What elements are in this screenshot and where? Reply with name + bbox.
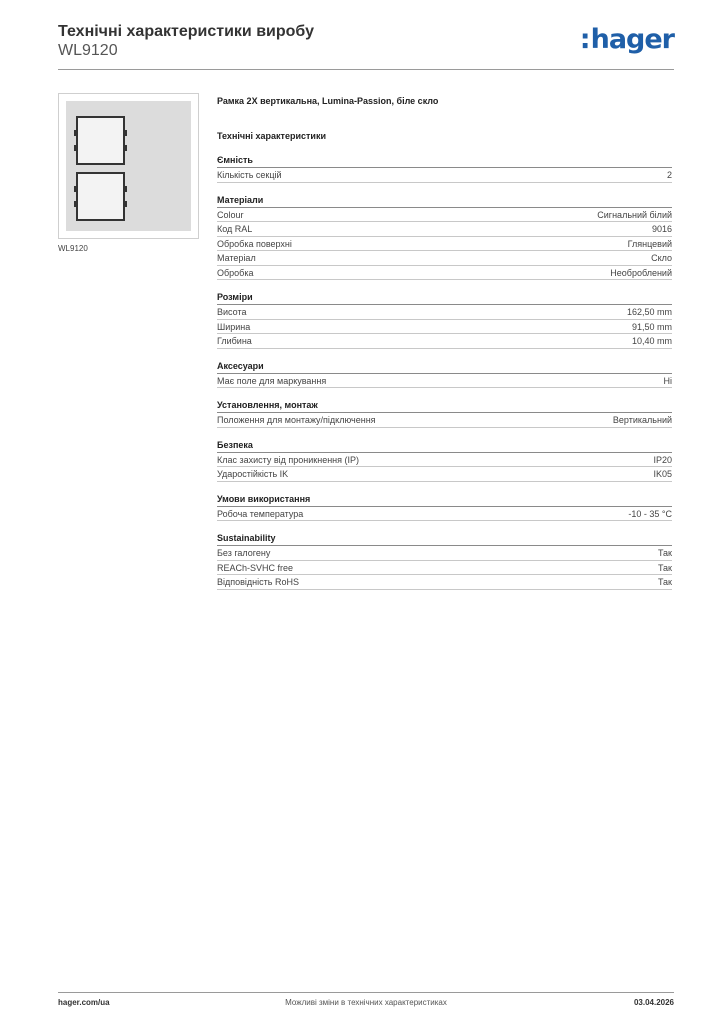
spec-value: Глянцевий [627, 238, 672, 249]
spec-value: IK05 [653, 469, 672, 479]
section-title: Установлення, монтаж [217, 398, 672, 413]
section-title: Розміри [217, 290, 672, 305]
spec-label: Клас захисту від проникнення (IP) [217, 454, 360, 465]
spec-sections [217, 153, 672, 590]
spec-value: Так [657, 548, 672, 558]
spec-label: Обробка [217, 267, 254, 278]
spec-value: Вертикальний [612, 415, 672, 425]
spec-label: Кількість секцій [217, 170, 282, 180]
spec-value: Так [657, 577, 672, 587]
spec-label: REACh-SVHC free [217, 562, 294, 573]
section-title: Умови використання [217, 492, 672, 507]
frame-opening-top [76, 116, 125, 165]
spec-heading: Технічні характеристики [217, 131, 326, 141]
spec-label: Висота [217, 307, 247, 317]
product-code: WL9120 [58, 42, 118, 59]
spec-label: Положення для монтажу/підключення [217, 415, 376, 425]
footer-website: hager.com/ua [58, 998, 110, 1007]
spec-label: Без галогену [217, 548, 271, 558]
spec-value: -10 - 35 °C [628, 508, 672, 519]
spec-value: 9016 [651, 224, 672, 234]
product-name: Рамка 2X вертикальна, Lumina-Passion, біле скло [217, 96, 439, 106]
spec-row [217, 507, 672, 522]
header-divider [58, 69, 674, 70]
spec-label: Код RAL [217, 224, 253, 234]
logo-text: hager [590, 24, 674, 55]
spec-value: Так [657, 562, 672, 573]
spec-section [217, 359, 672, 389]
section-title: Ємність [217, 153, 672, 168]
logo-mark-icon: : [579, 24, 591, 55]
spec-label: Має поле для маркування [217, 375, 327, 386]
spec-section [217, 438, 672, 482]
hager-logo [580, 24, 674, 55]
section-title: Sustainability [217, 531, 672, 546]
double-frame-icon [66, 101, 191, 231]
spec-label: Відповідність RoHS [217, 577, 299, 587]
section-title: Матеріали [217, 193, 672, 208]
spec-label: Ударостійкість IK [217, 469, 289, 479]
spec-label: Робоча температура [217, 508, 304, 519]
spec-row [217, 208, 672, 223]
spec-value: IP20 [653, 454, 672, 465]
spec-value: 91,50 mm [631, 321, 672, 332]
spec-section [217, 398, 672, 428]
footer-note: Можливі зміни в технічних характеристиках [285, 998, 447, 1007]
spec-table [217, 94, 672, 590]
spec-value: Сигнальний білий [597, 209, 672, 220]
image-caption: WL9120 [58, 244, 88, 253]
spec-section [217, 492, 672, 522]
page-header [58, 22, 674, 61]
spec-row [217, 374, 672, 389]
spec-value: Ні [663, 375, 672, 386]
footer-divider [58, 992, 674, 993]
page-title: Технічні характеристики виробу [58, 23, 314, 40]
spec-section [217, 531, 672, 590]
spec-value: 2 [666, 170, 672, 180]
spec-row [217, 561, 672, 576]
spec-label: Матеріал [217, 253, 256, 263]
spec-row [217, 334, 672, 349]
product-image [58, 93, 199, 239]
frame-opening-bottom [76, 172, 125, 221]
spec-section [217, 290, 672, 349]
spec-row [217, 467, 672, 482]
spec-row [217, 546, 672, 561]
spec-label: Обробка поверхні [217, 238, 292, 249]
spec-label: Colour [217, 209, 244, 220]
spec-label: Глибина [217, 336, 252, 346]
spec-label: Ширина [217, 321, 251, 332]
spec-value: 162,50 mm [626, 307, 672, 317]
spec-row [217, 453, 672, 468]
spec-row [217, 266, 672, 281]
spec-row [217, 168, 672, 183]
spec-row [217, 251, 672, 266]
spec-row [217, 413, 672, 428]
section-title: Аксесуари [217, 359, 672, 374]
spec-value: Необроблений [610, 267, 672, 278]
section-title: Безпека [217, 438, 672, 453]
spec-row [217, 320, 672, 335]
spec-value: 10,40 mm [631, 336, 672, 346]
spec-section [217, 193, 672, 281]
spec-section [217, 153, 672, 183]
spec-row [217, 575, 672, 590]
spec-value: Скло [651, 253, 672, 263]
spec-row [217, 237, 672, 252]
spec-row [217, 305, 672, 320]
footer-date: 03.04.2026 [633, 998, 674, 1007]
spec-row [217, 222, 672, 237]
